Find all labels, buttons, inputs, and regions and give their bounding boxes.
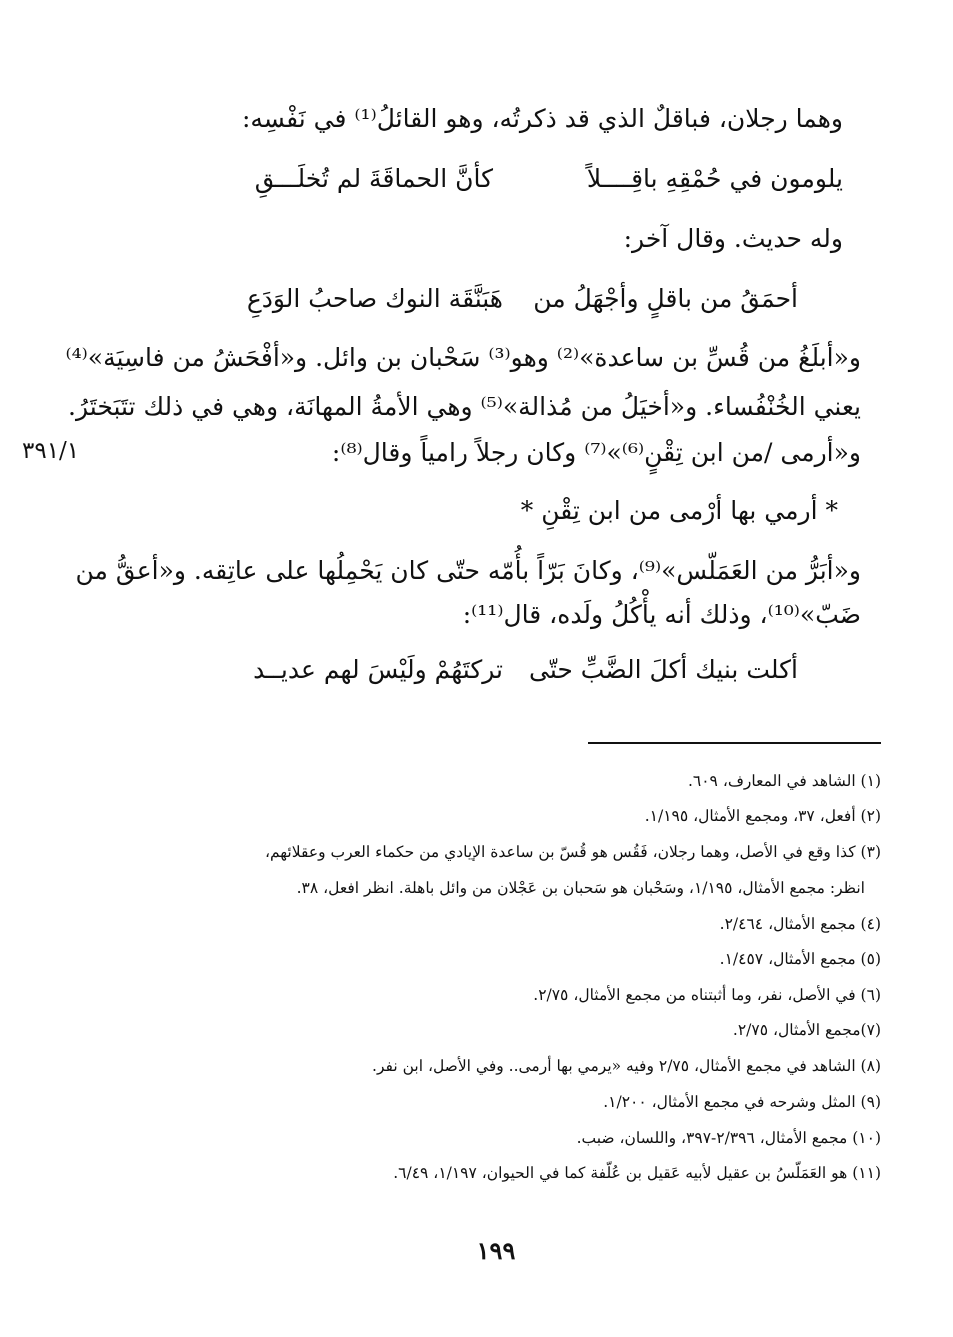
verse-3-first-hemistich: أكلت بنيك أكلَ الضَّبِّ حتّى [529,655,798,684]
verse-3-second-hemistich: تركتَهُمْ ولَيْسَ لهم عديــد [253,655,503,684]
footnote-3: (٣) كذا وقع في الأصل، وهما رجلان، فَقُس هو قُسّ بن ساعدة الإيادي من حكماء العرب وعقلائهم، [264,843,881,861]
hemistich-line: * أرمي بها أرْمى من ابن تِقْنِ * [520,496,838,525]
footnote-8: (٨) الشاهد في مجمع الأمثال، ٢/٧٥ وفيه «يرمي بها أرمى.. وفي الأصل، ابن نفر. [372,1057,881,1075]
paragraph-1-line-1: و«أبلَغُ من قُسِّ بن ساعدة»⁽²⁾ وهو⁽³⁾ سَحْبان بن وائل. و«أفْحَشُ من فاسِيَة»⁽⁴⁾ [65,343,861,372]
verse-1-second-hemistich: كأنَّ الحماقَةَ لم تُخلَـــقِ [254,164,493,193]
verse-2-first-hemistich: أحمَقُ من باقلٍ وأجْهَلُ من [533,284,798,313]
paragraph-2-line-2: ضَبّ»⁽¹⁰⁾، وذلك أنه يأْكُلُ ولَده، قال⁽¹¹⁾: [462,600,861,629]
margin-page-reference: ٣٩١/١ [22,438,80,464]
footnote-1: (١) الشاهد في المعارف، ٦٠٩. [687,772,881,790]
body-line-2: وله حديث. وقال آخر: [623,224,843,253]
footnote-4: (٤) مجمع الأمثال، ٢/٤٦٤. [719,915,881,933]
footnote-9: (٩) المثل وشرحه في مجمع الأمثال، ١/٢٠٠. [603,1093,881,1111]
footnote-separator [588,742,881,744]
footnote-2: (٢) أفعل، ٣٧، ومجمع الأمثال، ١/١٩٥. [644,807,881,825]
paragraph-2-line-1: و«أبَرُّ من العَمَلّس»⁽⁹⁾، وكانَ بَرّاً بأُمّه حتّى كان يَحْمِلُها على عاتِقه. و«أعقُّ من [75,556,861,585]
paragraph-1-line-2: يعني الخُنْفُساء. و«أخيَلُ من مُذالة»⁽⁵⁾ وهي الأمةُ المهانَة، وهي في ذلك تتَبَختَرُ. [68,392,861,421]
footnote-6: (٦) في الأصل، نفر، وما أثبتناه من مجمع الأمثال، ٢/٧٥. [533,986,881,1004]
footnote-11: (١١) هو العَمَلّسُ بن عقيل لأبيه عَقيل بن عُلّفة كما في الحيوان، ١/١٩٧، ٦/٤٩. [393,1164,881,1182]
verse-2-second-hemistich: هَبَنَّقَة النوك صاحبُ الوَدَعِ [246,284,503,313]
footnote-3-continuation: انظر: مجمع الأمثال، ١/١٩٥، وسَحْبان هو سَحبان بن عَجْلان من وائل باهلة. انظر افعل، ٣٨. [296,879,865,897]
page-number: ١٩٩ [476,1236,516,1265]
paragraph-1-line-3: و«أرمى /من ابن تِقْنٍ⁽⁶⁾»⁽⁷⁾ وكان رجلاً رامياً وقال⁽⁸⁾: [331,438,861,467]
footnote-10: (١٠) مجمع الأمثال، ٢/٣٩٦-٣٩٧، واللسان، ضبب. [576,1129,881,1147]
footnote-5: (٥) مجمع الأمثال، ١/٤٥٧. [719,950,881,968]
body-line-1: وهما رجلان، فباقلٌ الذي قد ذكرتُه، وهو القائلُ⁽¹⁾ في نَفْسِه: [241,104,843,133]
verse-1-first-hemistich: يلومون في حُمْقِهِ باقِــــلاً [586,164,843,193]
footnote-7: (٧)مجمع الأمثال، ٢/٧٥. [732,1021,881,1039]
